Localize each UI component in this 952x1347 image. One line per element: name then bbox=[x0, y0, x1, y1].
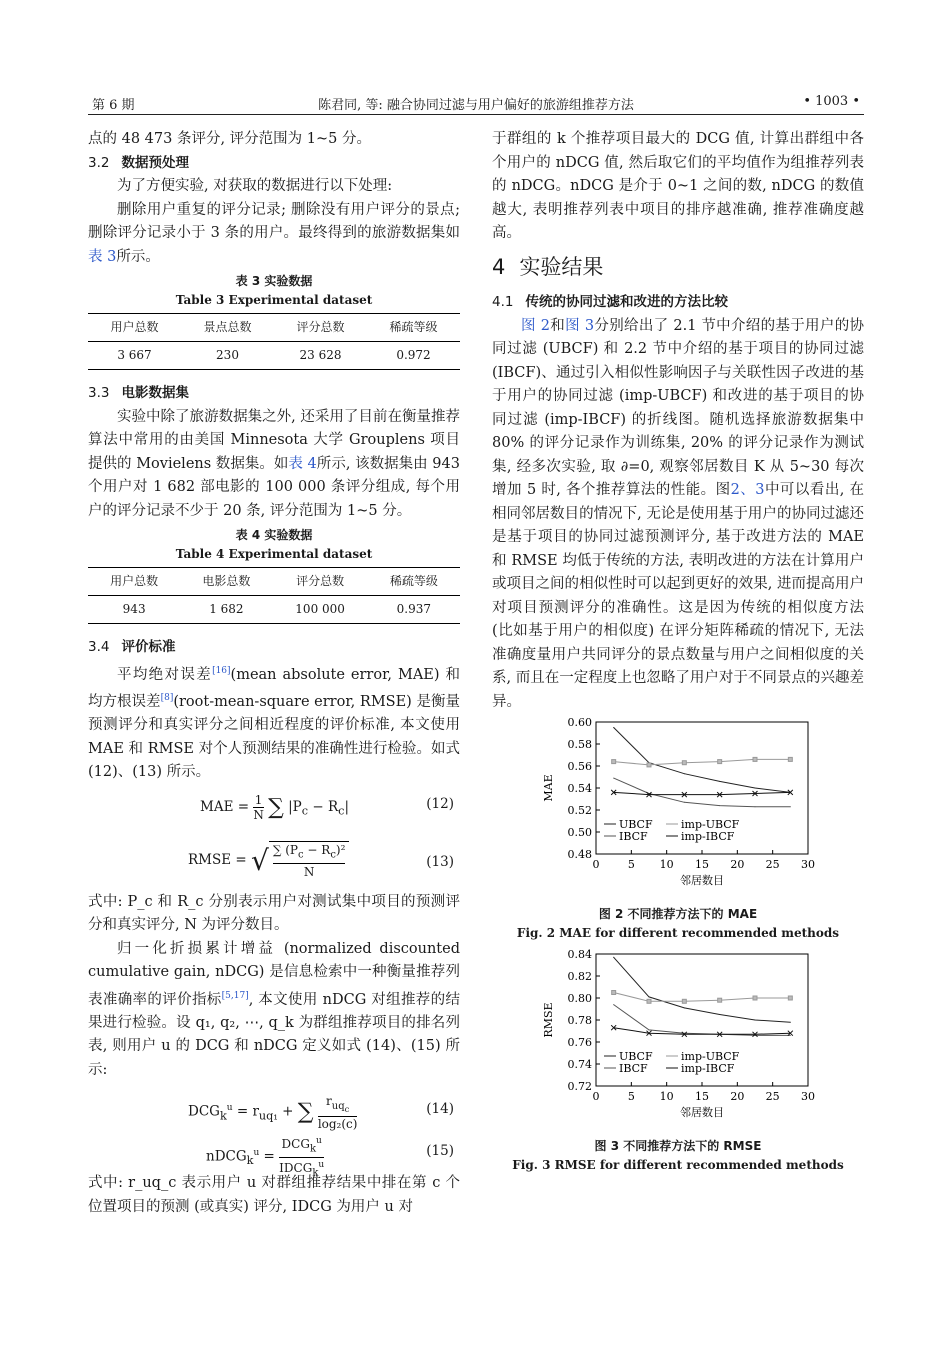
left-column bbox=[88, 128, 460, 1219]
data-point-imp-UBCF bbox=[753, 996, 757, 1000]
y-tick-label: 0.56 bbox=[567, 760, 592, 773]
figure-2-caption-en: Fig. 2 MAE for different recommended methods bbox=[516, 926, 840, 940]
x-tick-label: 20 bbox=[730, 858, 745, 871]
legend-label-imp-UBCF: imp-UBCF bbox=[681, 818, 740, 831]
data-point-IBCF bbox=[684, 802, 685, 803]
table-cell: 230 bbox=[181, 342, 274, 370]
table-header: 评分总数 bbox=[274, 314, 367, 342]
table-cell: 1 682 bbox=[180, 596, 272, 624]
y-tick-label: 0.48 bbox=[567, 848, 592, 861]
section-heading-3-2: 3.2 数据预处理 bbox=[88, 154, 189, 171]
citation-link[interactable]: [5,17] bbox=[221, 990, 249, 1001]
data-point-UBCF bbox=[755, 1020, 756, 1021]
paragraph: 图 2和图 3分别给出了 2.1 节中介绍的基于用户的协同过滤 (UBCF) 和 2.2 节中介绍的基于项目的协同过滤 (IBCF)、通过引入相似性影响因子与关联性因子改进的基于用户的协同过滤 (imp-UBCF) 和改进的基于项目的协同过滤 (imp-IBCF) 的折线图。随机选择旅游数据集中 80% 的评分记录作为训练集, 20% 的评分记录作为测试集, 经多次实验, 取 ∂=0, 观察邻居数目 K 从 5~30 每次增加 5 时, 各个推荐算法的性能。图2、3中可以看出, 在相同邻居数目的情况下, 无论是使用基于用户的协同过滤还是基于项目的协同过滤预测评分, 基于改进方法的 MAE 和 RMSE 均低于传统的方法, 表明改进的方法在计算用户或项目之间的相似性时可以起到更好的效果, 进而提高用户对项目预测评分的准确性。这是因为传统的相似度方法 (比如基于用户的相似度) 在评分矩阵稀疏的情况下, 无法准确度量用户共同评分的景点数量与用户之间相似度的关系, 而且在一定程度上也忽略了用户对于不同景点的兴趣差异。 bbox=[492, 317, 865, 710]
legend-label-imp-IBCF: imp-IBCF bbox=[681, 1062, 735, 1075]
data-point-imp-UBCF bbox=[647, 763, 651, 767]
table-3-caption-zh: 表 3 实验数据 bbox=[235, 274, 313, 288]
figure-3-link[interactable]: 图 3 bbox=[565, 317, 595, 334]
data-point-imp-UBCF bbox=[788, 996, 792, 1000]
issue-number: 第 6 期 bbox=[92, 98, 135, 113]
data-point-imp-UBCF bbox=[788, 757, 792, 761]
paragraph: 归一化折损累计增益 (normalized discounted cumulative gain, nDCG) 是信息检索中一种衡量推荐列表准确率的评价指标[5,17], 本文使用 nDCG 对组推荐的结果进行检验。设 q₁, q₂, ⋯, q_k 为群组推荐项目的排名列表, 则用户 u 的 DCG 和 nDCG 定义如式 (14)、(15) 所示: bbox=[88, 940, 461, 1078]
x-tick-label: 20 bbox=[730, 1090, 745, 1103]
table-header: 景点总数 bbox=[181, 314, 274, 342]
x-tick-label: 25 bbox=[765, 858, 780, 871]
table-3-link[interactable]: 表 3 bbox=[88, 248, 117, 265]
paragraph: 于群组的 k 个推荐项目最大的 DCG 值, 计算出群组中各个用户的 nDCG 值, 然后取它们的平均值作为组推荐列表的 nDCG。nDCG 是介于 0~1 之间的数, nDCG 的数值越大, 表明推荐列表中项目的排序越准确, 推荐准确度越高。 bbox=[492, 131, 864, 241]
legend-label-IBCF: IBCF bbox=[619, 830, 648, 843]
equation-number: (12) bbox=[426, 795, 454, 812]
equation-12: MAE = 1 N ∑ $|P_c - R_c|$ (12) bbox=[200, 792, 454, 822]
series-line-imp-IBCF bbox=[614, 792, 791, 794]
table-4 bbox=[88, 567, 460, 624]
x-tick-label: 5 bbox=[627, 1090, 635, 1103]
equation-15: nDCG$_k^u$ = $DCG_k^u$ $IDCG_k^u$ (15) bbox=[206, 1136, 454, 1179]
x-tick-label: 5 bbox=[627, 858, 635, 871]
section-heading-3-4: 3.4 评价标准 bbox=[88, 639, 176, 655]
data-point-IBCF bbox=[719, 805, 720, 806]
table-cell: 0.937 bbox=[368, 596, 460, 624]
data-point-imp-UBCF bbox=[718, 998, 722, 1002]
table-header: 用户总数 bbox=[88, 314, 181, 342]
mae-line-chart bbox=[538, 714, 818, 894]
y-tick-label: 0.54 bbox=[567, 782, 592, 795]
y-tick-label: 0.60 bbox=[567, 716, 592, 729]
x-axis-label: 邻居数目 bbox=[680, 874, 724, 887]
table-4-caption-en: Table 4 Experimental dataset bbox=[175, 547, 373, 561]
data-point-imp-UBCF bbox=[612, 991, 616, 995]
paragraph: 平均绝对误差[16](mean absolute error, MAE) 和均方根误差[8](root-mean-square error, RMSE) 是衡量预测评分和真实评分之间相近程度的评价标准, 本文使用 MAE 和 RMSE 对个人预测结果的准确性进行检验。如式 (12)、(13) 所示。 bbox=[88, 665, 460, 781]
figure-2-link[interactable]: 图 2 bbox=[521, 317, 550, 334]
series-line-IBCF bbox=[614, 778, 791, 807]
equation-13: RMSE = √ ∑ $(P_c - R_c)^2$ N (13) bbox=[188, 842, 454, 880]
table-header: 稀疏等级 bbox=[368, 568, 460, 596]
data-point-UBCF bbox=[684, 773, 685, 774]
paragraph: 式中: r_uq_c 表示用户 u 对群组推荐结果中排在第 c 个位置项目的预测 (或真实) 评分, IDCG 为用户 u 对 bbox=[88, 1175, 460, 1215]
x-tick-label: 15 bbox=[695, 858, 709, 871]
paragraph: 点的 48 473 条评分, 评分范围为 1~5 分。 bbox=[88, 131, 371, 147]
data-point-UBCF bbox=[613, 957, 614, 958]
citation-link[interactable]: [16] bbox=[212, 665, 231, 676]
data-point-imp-UBCF bbox=[682, 761, 686, 765]
y-tick-label: 0.78 bbox=[567, 1014, 592, 1027]
data-point-IBCF bbox=[613, 778, 614, 779]
table-header: 评分总数 bbox=[273, 568, 368, 596]
figure-2-3-link[interactable]: 2、3 bbox=[730, 482, 765, 498]
table-header: 稀疏等级 bbox=[367, 314, 460, 342]
section-heading-4-1: 4.1 传统的协同过滤和改进的方法比较 bbox=[492, 294, 728, 310]
table-cell: 100 000 bbox=[273, 596, 368, 624]
x-tick-label: 0 bbox=[592, 1090, 600, 1103]
equation-14: $DCG_k^u = r_{uq_1}$ + ∑ $r_{uq_c}$ log₂(c) (14) bbox=[188, 1094, 454, 1131]
page-number: • 1003 • bbox=[803, 94, 860, 109]
data-point-UBCF bbox=[790, 1022, 791, 1023]
legend-label-IBCF: IBCF bbox=[619, 1062, 648, 1075]
equation-number: (14) bbox=[426, 1101, 454, 1118]
table-cell: 23 628 bbox=[274, 342, 367, 370]
data-point-IBCF bbox=[613, 1004, 614, 1005]
x-tick-label: 10 bbox=[659, 1090, 674, 1103]
equation-number: (15) bbox=[426, 1143, 454, 1160]
section-heading-3-3: 3.3 电影数据集 bbox=[88, 385, 189, 401]
legend-label-UBCF: UBCF bbox=[619, 818, 653, 831]
data-point-UBCF bbox=[719, 781, 720, 782]
paragraph: 实验中除了旅游数据集之外, 还采用了目前在衡量推荐算法中常用的由美国 Minnesota 大学 Grouplens 项目提供的 Movielens 数据集。如表 4所示, 该数据集由 943 个用户对 1 682 部电影的 100 000 条评分组成, 每个用户的评分记录不少于 20 条, 评分范围为 1~5 分。 bbox=[88, 408, 461, 519]
table-4-link[interactable]: 表 4 bbox=[288, 455, 317, 472]
data-point-IBCF bbox=[755, 806, 756, 807]
data-point-imp-UBCF bbox=[647, 999, 651, 1003]
x-tick-label: 10 bbox=[659, 858, 674, 871]
series-line-imp-UBCF bbox=[614, 993, 791, 1002]
x-tick-label: 0 bbox=[592, 858, 600, 871]
figure-3-caption-zh: 图 3 不同推荐方法下的 RMSE bbox=[594, 1139, 762, 1153]
x-tick-label: 25 bbox=[765, 1090, 780, 1103]
y-tick-label: 0.72 bbox=[567, 1080, 592, 1093]
y-tick-label: 0.50 bbox=[567, 826, 592, 839]
legend-label-UBCF: UBCF bbox=[619, 1050, 653, 1063]
table-3-caption-en: Table 3 Experimental dataset bbox=[175, 293, 373, 307]
paragraph: 式中: P_c 和 R_c 分别表示用户对测试集中项目的预测评分和真实评分, N 为评分数目。 bbox=[88, 893, 460, 934]
table-header: 用户总数 bbox=[88, 568, 180, 596]
data-point-UBCF bbox=[649, 996, 650, 997]
table-cell: 0.972 bbox=[367, 342, 460, 370]
data-point-UBCF bbox=[684, 1007, 685, 1008]
table-cell: 3 667 bbox=[88, 342, 181, 370]
table-cell: 943 bbox=[88, 596, 180, 624]
y-tick-label: 0.80 bbox=[567, 992, 592, 1005]
data-point-imp-UBCF bbox=[612, 760, 616, 764]
table-header: 电影总数 bbox=[180, 568, 272, 596]
data-point-imp-UBCF bbox=[682, 999, 686, 1003]
series-line-imp-UBCF bbox=[614, 759, 791, 765]
rmse-line-chart bbox=[538, 946, 818, 1126]
data-point-UBCF bbox=[755, 788, 756, 789]
legend-label-imp-IBCF: imp-IBCF bbox=[681, 830, 735, 843]
y-axis-label: RMSE bbox=[542, 1002, 555, 1038]
y-tick-label: 0.52 bbox=[567, 804, 592, 817]
equation-number: (13) bbox=[426, 853, 454, 870]
right-column bbox=[492, 128, 864, 1174]
x-tick-label: 30 bbox=[801, 1090, 815, 1103]
legend-label-imp-UBCF: imp-UBCF bbox=[681, 1050, 740, 1063]
y-tick-label: 0.82 bbox=[567, 970, 592, 983]
series-line-UBCF bbox=[614, 728, 791, 793]
data-point-UBCF bbox=[613, 727, 614, 728]
figure-3-caption-en: Fig. 3 RMSE for different recommended methods bbox=[512, 1158, 844, 1172]
paragraph: 为了方便实验, 对获取的数据进行以下处理: bbox=[117, 178, 393, 194]
y-axis-label: MAE bbox=[542, 774, 555, 802]
table-4-caption-zh: 表 4 实验数据 bbox=[235, 528, 313, 542]
x-tick-label: 15 bbox=[695, 1090, 709, 1103]
paragraph: 删除用户重复的评分记录; 删除没有用户评分的景点; 删除评分记录小于 3 条的用户。最终得到的旅游数据集如表 3所示。 bbox=[88, 201, 460, 265]
data-point-imp-UBCF bbox=[753, 757, 757, 761]
y-tick-label: 0.84 bbox=[567, 948, 592, 961]
running-header bbox=[88, 88, 864, 115]
running-title: 陈君同, 等: 融合协同过滤与用户偏好的旅游组推荐方法 bbox=[318, 98, 634, 113]
y-tick-label: 0.76 bbox=[567, 1036, 592, 1049]
data-point-IBCF bbox=[790, 1035, 791, 1036]
series-line-UBCF bbox=[614, 957, 791, 1022]
series-line-IBCF bbox=[614, 1005, 791, 1036]
x-tick-label: 30 bbox=[801, 858, 815, 871]
data-point-IBCF bbox=[790, 806, 791, 807]
table-3 bbox=[88, 313, 460, 370]
data-point-IBCF bbox=[649, 1029, 650, 1030]
y-tick-label: 0.74 bbox=[567, 1058, 592, 1071]
section-heading-4: 4 实验结果 bbox=[492, 254, 604, 279]
y-tick-label: 0.58 bbox=[567, 738, 592, 751]
data-point-imp-UBCF bbox=[718, 760, 722, 764]
citation-link[interactable]: [8] bbox=[160, 692, 174, 703]
figure-2-caption-zh: 图 2 不同推荐方法下的 MAE bbox=[598, 907, 758, 921]
x-axis-label: 邻居数目 bbox=[680, 1106, 724, 1119]
data-point-UBCF bbox=[719, 1014, 720, 1015]
